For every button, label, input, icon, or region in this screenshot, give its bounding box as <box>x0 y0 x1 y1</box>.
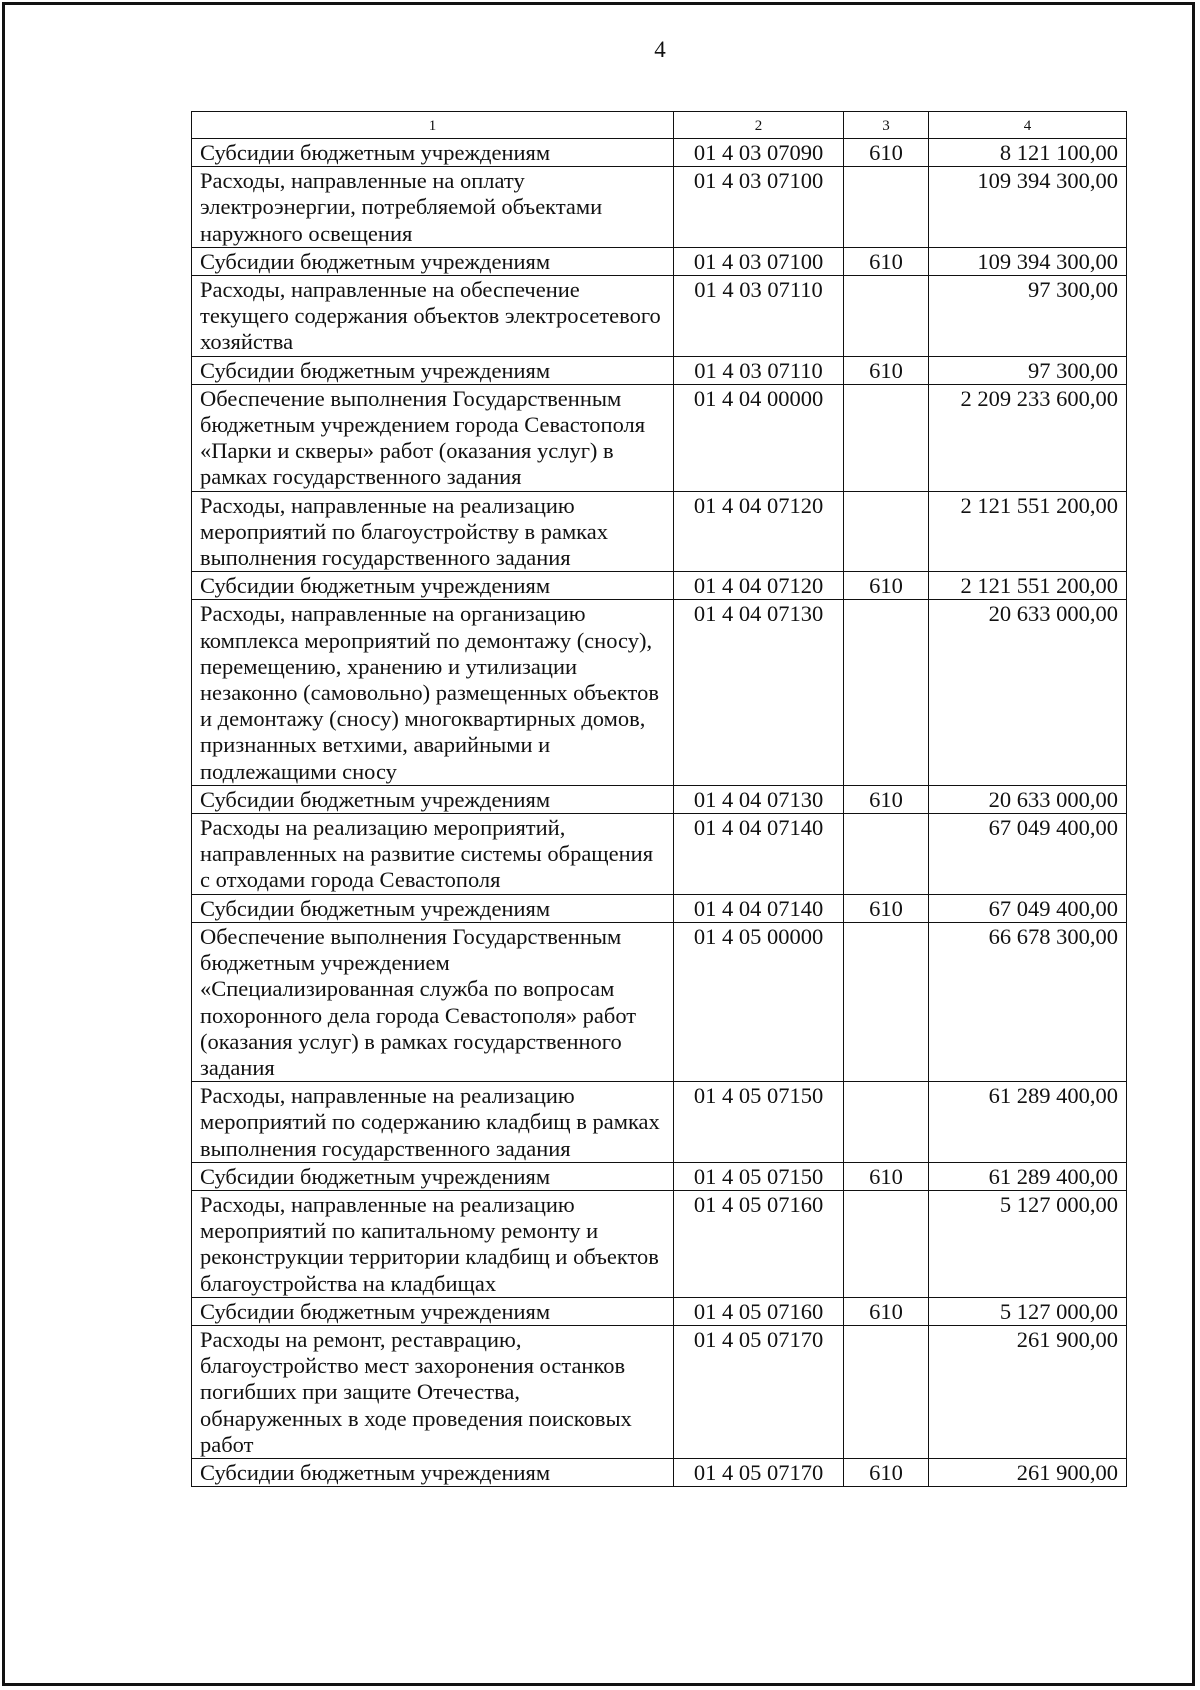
expense-type-cell <box>844 922 929 1081</box>
amount-cell: 61 289 400,00 <box>929 1082 1127 1163</box>
expense-name-cell: Расходы на ремонт, реставрацию, благоустройство мест захоронения останков погибших при защите Отечества, обнаруженных в ходе проведения поисковых работ <box>192 1325 674 1458</box>
table-row <box>192 139 1127 167</box>
classification-code-cell: 01 4 05 07150 <box>674 1162 844 1190</box>
expense-type-cell <box>844 600 929 785</box>
expense-name-cell: Субсидии бюджетным учреждениям <box>192 785 674 813</box>
table-row <box>192 922 1127 1081</box>
page-number: 4 <box>654 37 666 62</box>
amount-cell: 109 394 300,00 <box>929 167 1127 248</box>
expense-type-cell: 610 <box>844 785 929 813</box>
amount-cell: 97 300,00 <box>929 356 1127 384</box>
amount-cell: 2 121 551 200,00 <box>929 491 1127 572</box>
amount-cell: 2 209 233 600,00 <box>929 384 1127 491</box>
expense-type-cell <box>844 384 929 491</box>
table-row <box>192 894 1127 922</box>
classification-code-cell: 01 4 03 07100 <box>674 167 844 248</box>
amount-cell: 66 678 300,00 <box>929 922 1127 1081</box>
classification-code-cell: 01 4 04 07140 <box>674 814 844 895</box>
classification-code-cell: 01 4 05 07160 <box>674 1190 844 1297</box>
budget-table <box>191 111 1127 1487</box>
classification-code-cell: 01 4 04 00000 <box>674 384 844 491</box>
amount-cell: 109 394 300,00 <box>929 247 1127 275</box>
table-row <box>192 1458 1127 1486</box>
amount-cell: 5 127 000,00 <box>929 1297 1127 1325</box>
amount-cell: 67 049 400,00 <box>929 894 1127 922</box>
classification-code-cell: 01 4 05 07150 <box>674 1082 844 1163</box>
expense-name-cell: Субсидии бюджетным учреждениям <box>192 139 674 167</box>
expense-name-cell: Расходы, направленные на реализацию мероприятий по благоустройству в рамках выполнения государственного задания <box>192 491 674 572</box>
expense-type-cell: 610 <box>844 247 929 275</box>
expense-name-cell: Субсидии бюджетным учреждениям <box>192 572 674 600</box>
expense-name-cell: Расходы, направленные на организацию комплекса мероприятий по демонтажу (сносу), перемещению, хранению и утилизации незаконно (самовольно) размещенных объектов и демонтажу (сносу) многоквартирных домов, признанных ветхими, аварийными и подлежащими сносу <box>192 600 674 785</box>
amount-cell: 67 049 400,00 <box>929 814 1127 895</box>
table-row <box>192 1162 1127 1190</box>
expense-type-cell <box>844 814 929 895</box>
expense-name-cell: Расходы на реализацию мероприятий, направленных на развитие системы обращения с отходами города Севастополя <box>192 814 674 895</box>
table-row <box>192 384 1127 491</box>
expense-type-cell <box>844 491 929 572</box>
table-row <box>192 600 1127 785</box>
table-row <box>192 356 1127 384</box>
classification-code-cell: 01 4 04 07130 <box>674 785 844 813</box>
table-row <box>192 1190 1127 1297</box>
classification-code-cell: 01 4 03 07090 <box>674 139 844 167</box>
expense-type-cell: 610 <box>844 139 929 167</box>
amount-cell: 2 121 551 200,00 <box>929 572 1127 600</box>
expense-type-cell: 610 <box>844 1297 929 1325</box>
table-row <box>192 1325 1127 1458</box>
amount-cell: 5 127 000,00 <box>929 1190 1127 1297</box>
table-row <box>192 814 1127 895</box>
expense-name-cell: Субсидии бюджетным учреждениям <box>192 356 674 384</box>
classification-code-cell: 01 4 05 07170 <box>674 1325 844 1458</box>
classification-code-cell: 01 4 03 07100 <box>674 247 844 275</box>
expense-type-cell: 610 <box>844 356 929 384</box>
classification-code-cell: 01 4 04 07140 <box>674 894 844 922</box>
table-row <box>192 572 1127 600</box>
expense-name-cell: Расходы, направленные на обеспечение текущего содержания объектов электросетевого хозяйства <box>192 276 674 357</box>
amount-cell: 261 900,00 <box>929 1325 1127 1458</box>
table-row <box>192 167 1127 248</box>
amount-cell: 61 289 400,00 <box>929 1162 1127 1190</box>
expense-name-cell: Субсидии бюджетным учреждениям <box>192 1297 674 1325</box>
classification-code-cell: 01 4 05 00000 <box>674 922 844 1081</box>
expense-type-cell <box>844 1082 929 1163</box>
table-row <box>192 1082 1127 1163</box>
amount-cell: 20 633 000,00 <box>929 600 1127 785</box>
amount-cell: 261 900,00 <box>929 1458 1127 1486</box>
classification-code-cell: 01 4 04 07120 <box>674 491 844 572</box>
expense-name-cell: Расходы, направленные на реализацию мероприятий по содержанию кладбищ в рамках выполнения государственного задания <box>192 1082 674 1163</box>
amount-cell: 8 121 100,00 <box>929 139 1127 167</box>
classification-code-cell: 01 4 03 07110 <box>674 356 844 384</box>
expense-type-cell: 610 <box>844 1162 929 1190</box>
column-header-3: 3 <box>844 112 929 139</box>
expense-name-cell: Обеспечение выполнения Государственным бюджетным учреждением города Севастополя «Парки и скверы» работ (оказания услуг) в рамках государственного задания <box>192 384 674 491</box>
classification-code-cell: 01 4 04 07120 <box>674 572 844 600</box>
expense-name-cell: Субсидии бюджетным учреждениям <box>192 1162 674 1190</box>
classification-code-cell: 01 4 05 07170 <box>674 1458 844 1486</box>
table-row <box>192 247 1127 275</box>
classification-code-cell: 01 4 03 07110 <box>674 276 844 357</box>
expense-type-cell: 610 <box>844 1458 929 1486</box>
column-header-2: 2 <box>674 112 844 139</box>
expense-type-cell <box>844 1190 929 1297</box>
classification-code-cell: 01 4 04 07130 <box>674 600 844 785</box>
expense-type-cell <box>844 167 929 248</box>
expense-name-cell: Расходы, направленные на оплату электроэнергии, потребляемой объектами наружного освещения <box>192 167 674 248</box>
amount-cell: 20 633 000,00 <box>929 785 1127 813</box>
amount-cell: 97 300,00 <box>929 276 1127 357</box>
expense-type-cell: 610 <box>844 572 929 600</box>
expense-name-cell: Субсидии бюджетным учреждениям <box>192 894 674 922</box>
table-row <box>192 1297 1127 1325</box>
column-header-1: 1 <box>192 112 674 139</box>
expense-name-cell: Субсидии бюджетным учреждениям <box>192 1458 674 1486</box>
expense-type-cell <box>844 276 929 357</box>
table-header-row <box>192 112 1127 139</box>
table-row <box>192 785 1127 813</box>
table-row <box>192 276 1127 357</box>
expense-type-cell <box>844 1325 929 1458</box>
expense-name-cell: Расходы, направленные на реализацию мероприятий по капитальному ремонту и реконструкции территории кладбищ и объектов благоустройства на кладбищах <box>192 1190 674 1297</box>
table-row <box>192 491 1127 572</box>
expense-type-cell: 610 <box>844 894 929 922</box>
column-header-4: 4 <box>929 112 1127 139</box>
expense-name-cell: Субсидии бюджетным учреждениям <box>192 247 674 275</box>
expense-name-cell: Обеспечение выполнения Государственным бюджетным учреждением «Специализированная служба по вопросам похоронного дела города Севастополя» работ (оказания услуг) в рамках государственного задания <box>192 922 674 1081</box>
classification-code-cell: 01 4 05 07160 <box>674 1297 844 1325</box>
